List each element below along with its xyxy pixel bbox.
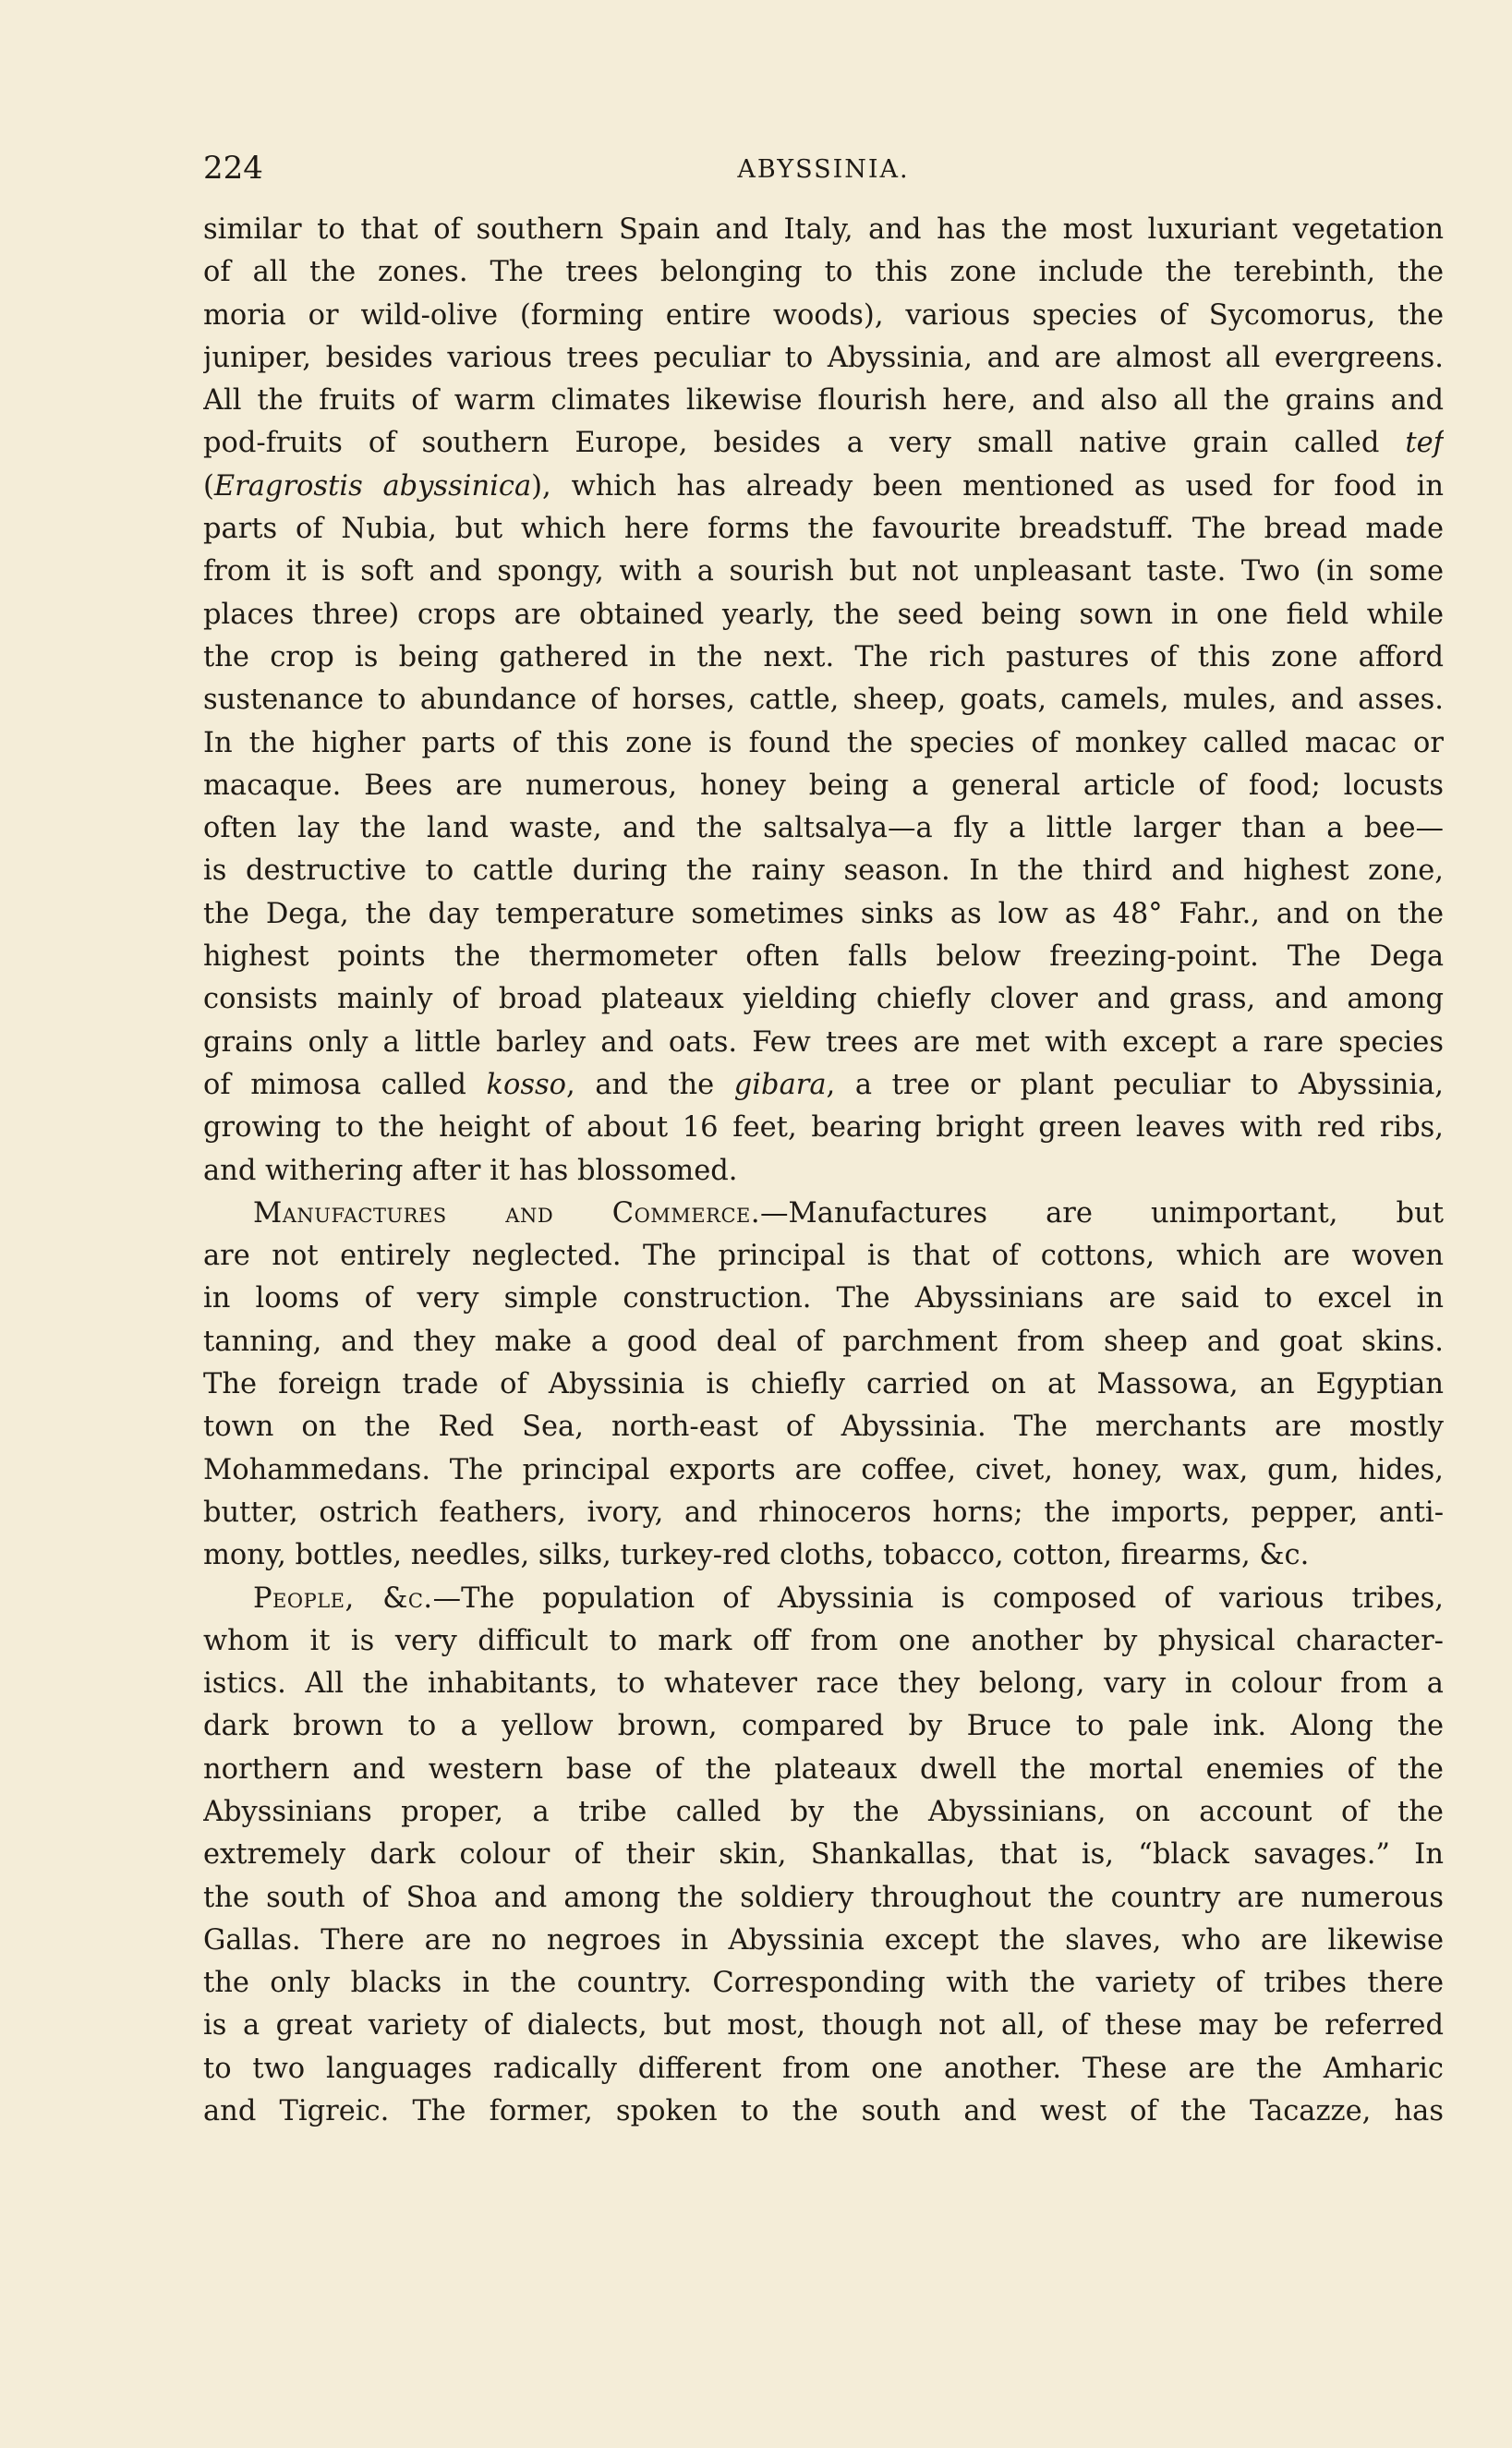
text-line: parts of Nubia, but which here forms the favourite breadstuff. The bread made: [203, 513, 1444, 546]
text-line: growing to the height of about 16 feet, bearing bright green leaves with red ribs,: [203, 1111, 1444, 1145]
text-line: and Tigreic. The former, spoken to the south and west of the Tacazze, has: [203, 2095, 1444, 2128]
text-run: , and the: [566, 1068, 715, 1101]
section-heading-line: [203, 1193, 1444, 1235]
text-line: in looms of very simple construction. The Abyssinians are said to excel in: [203, 1282, 1444, 1315]
text-line: In the higher parts of this zone is found the species of monkey called macac or: [203, 726, 1444, 759]
text-line: [203, 422, 1444, 465]
text-line: dark brown to a yellow brown, compared by Bruce to pale ink. Along the: [203, 1710, 1444, 1743]
text-line: the only blacks in the country. Corresponding with the variety of tribes there: [203, 1967, 1444, 2000]
text-line: istics. All the inhabitants, to whatever race they belong, vary in colour from a: [203, 1667, 1444, 1701]
text-line: the south of Shoa and among the soldiery throughout the country are numerous: [203, 1881, 1444, 1914]
text-run: of mimosa called: [203, 1068, 466, 1101]
text-line: consists mainly of broad plateaux yielding chiefly clover and grass, and among: [203, 983, 1444, 1016]
section-heading: Manufactures and Commerce.: [253, 1196, 761, 1230]
text-run: —The population of Abyssinia is composed of various tribes,: [432, 1582, 1444, 1615]
text-line: [203, 1064, 1444, 1107]
text-line: All the fruits of warm climates likewise flourish here, and also all the grains and: [203, 384, 1444, 418]
text-line: is destructive to cattle during the rainy season. In the third and highest zone,: [203, 854, 1444, 888]
italic-term: gibara: [733, 1068, 827, 1101]
text-run: (: [203, 469, 214, 503]
text-line: the crop is being gathered in the next. The rich pastures of this zone afford: [203, 640, 1444, 673]
text-line: and withering after it has blossomed.: [203, 1154, 738, 1187]
text-line: highest points the thermometer often falls below freezing-point. The Dega: [203, 940, 1444, 974]
text-line: similar to that of southern Spain and Italy, and has the most luxuriant vegetation: [203, 213, 1444, 246]
text-line: often lay the land waste, and the saltsalya—a fly a little larger than a bee—: [203, 812, 1444, 845]
text-line: juniper, besides various trees peculiar to Abyssinia, and are almost all evergreens.: [203, 341, 1444, 374]
text-line: extremely dark colour of their skin, Shankallas, that is, “black savages.” In: [203, 1838, 1444, 1872]
text-line: the Dega, the day temperature sometimes sinks as low as 48° Fahr., and on the: [203, 897, 1444, 930]
page-number: 224: [203, 150, 263, 187]
text-line: The foreign trade of Abyssinia is chiefly carried on at Massowa, an Egyptian: [203, 1368, 1444, 1401]
page-header: [203, 148, 1444, 190]
text-line: places three) crops are obtained yearly, the seed being sown in one field while: [203, 598, 1444, 631]
text-line: macaque. Bees are numerous, honey being a general article of food; locusts: [203, 769, 1444, 802]
body-text: [203, 209, 1444, 2133]
text-line: tanning, and they make a good deal of parchment from sheep and goat skins.: [203, 1325, 1444, 1358]
section-heading-line: [203, 1578, 1444, 1620]
text-run: pod-fruits of southern Europe, besides a very small native grain called: [203, 427, 1380, 460]
text-line: sustenance to abundance of horses, cattle, sheep, goats, camels, mules, and asses.: [203, 684, 1444, 717]
text-run: , a tree or plant peculiar to Abyssinia,: [826, 1068, 1444, 1101]
italic-term: tef: [1405, 427, 1444, 460]
text-line: is a great variety of dialects, but most, though not all, of these may be referred: [203, 2009, 1444, 2042]
text-line: northern and western base of the plateaux dwell the mortal enemies of the: [203, 1752, 1444, 1786]
text-run: —Manufactures are unimportant, but: [760, 1196, 1444, 1230]
text-line: are not entirely neglected. The principal is that of cottons, which are woven: [203, 1240, 1444, 1273]
text-line: from it is soft and spongy, with a sourish but not unpleasant taste. Two (in some: [203, 555, 1444, 588]
text-line: [203, 466, 1444, 508]
text-line: butter, ostrich feathers, ivory, and rhinoceros horns; the imports, pepper, anti-: [203, 1496, 1444, 1529]
text-line: town on the Red Sea, north-east of Abyssinia. The merchants are mostly: [203, 1411, 1444, 1444]
italic-term: kosso: [486, 1068, 567, 1101]
text-line: whom it is very difficult to mark off from one another by physical character-: [203, 1624, 1444, 1657]
text-line: to two languages radically different from one another. These are the Amharic: [203, 2052, 1444, 2085]
text-line: mony, bottles, needles, silks, turkey-red cloths, tobacco, cotton, firearms, &c.: [203, 1539, 1310, 1572]
running-head: ABYSSINIA.: [737, 155, 910, 184]
text-line: of all the zones. The trees belonging to this zone include the terebinth, the: [203, 256, 1444, 289]
text-line: Gallas. There are no negroes in Abyssinia except the slaves, who are likewise: [203, 1923, 1444, 1957]
text-line: Abyssinians proper, a tribe called by the Abyssinians, on account of the: [203, 1795, 1444, 1828]
text-run: ), which has already been mentioned as used for food in: [531, 469, 1444, 503]
italic-term: Eragrostis abyssinica: [213, 469, 532, 503]
section-heading: People, &c.: [253, 1582, 433, 1615]
text-line: Mohammedans. The principal exports are coffee, civet, honey, wax, gum, hides,: [203, 1453, 1444, 1486]
text-line: grains only a little barley and oats. Few trees are met with except a rare species: [203, 1025, 1444, 1059]
text-line: moria or wild-olive (forming entire woods), various species of Sycomorus, the: [203, 298, 1444, 332]
